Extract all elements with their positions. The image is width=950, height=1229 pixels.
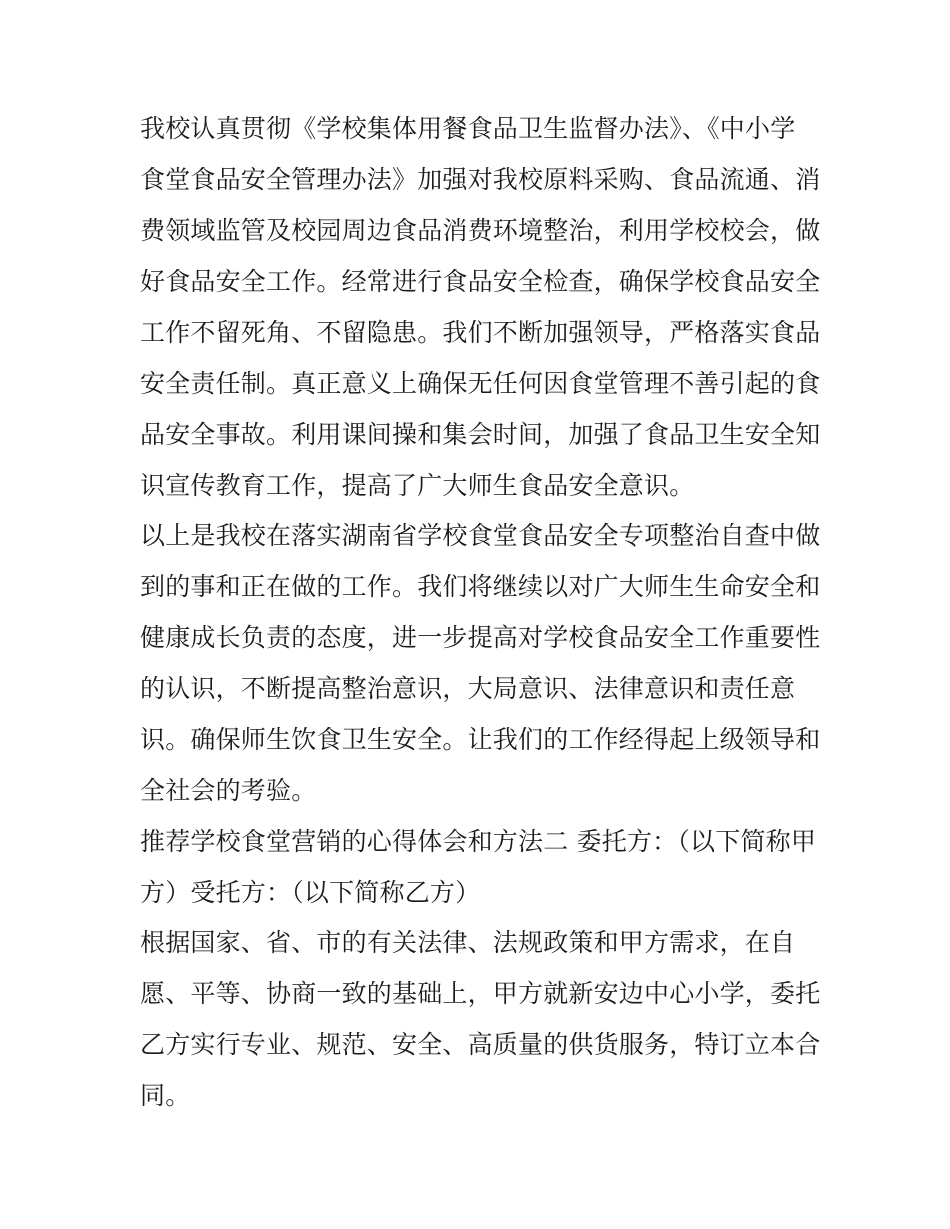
text-line: 费领域监管及校园周边食品消费环境整治，利用学校校会，做	[140, 216, 821, 245]
text-line: 健康成长负责的态度，进一步提高对学校食品安全工作重要性	[140, 623, 821, 652]
text-line: 安全责任制。真正意义上确保无任何因食堂管理不善引起的食	[140, 369, 821, 398]
text-line: 方）受托方：（以下简称乙方）	[140, 878, 481, 907]
text-line: 品安全事故。利用课间操和集会时间，加强了食品卫生安全知	[140, 420, 821, 449]
text-line: 乙方实行专业、规范、安全、高质量的供货服务，特订立本合	[140, 1030, 821, 1059]
text-line: 以上是我校在落实湖南省学校食堂食品安全专项整治自查中做	[140, 521, 821, 550]
text-line: 愿、平等、协商一致的基础上，甲方就新安边中心小学，委托	[140, 979, 821, 1008]
text-line: 好食品安全工作。经常进行食品安全检查，确保学校食品安全	[140, 267, 821, 296]
text-line: 识。确保师生饮食卫生安全。让我们的工作经得起上级领导和	[140, 725, 821, 754]
text-line: 根据国家、省、市的有关法律、法规政策和甲方需求，在自	[140, 928, 796, 957]
text-line: 的认识，不断提高整治意识，大局意识、法律意识和责任意	[140, 674, 796, 703]
text-line: 到的事和正在做的工作。我们将继续以对广大师生生命安全和	[140, 572, 821, 601]
text-line: 工作不留死角、不留隐患。我们不断加强领导，严格落实食品	[140, 318, 821, 347]
text-line: 推荐学校食堂营销的心得体会和方法二 委托方：（以下简称甲	[140, 827, 817, 856]
text-line: 全社会的考验。	[140, 776, 317, 805]
text-line: 同。	[140, 1081, 191, 1110]
text-line: 我校认真贯彻《学校集体用餐食品卫生监督办法》、《中小学	[140, 114, 796, 143]
text-line: 识宣传教育工作，提高了广大师生食品安全意识。	[140, 471, 695, 500]
text-line: 食堂食品安全管理办法》加强对我校原料采购、食品流通、消	[140, 165, 821, 194]
